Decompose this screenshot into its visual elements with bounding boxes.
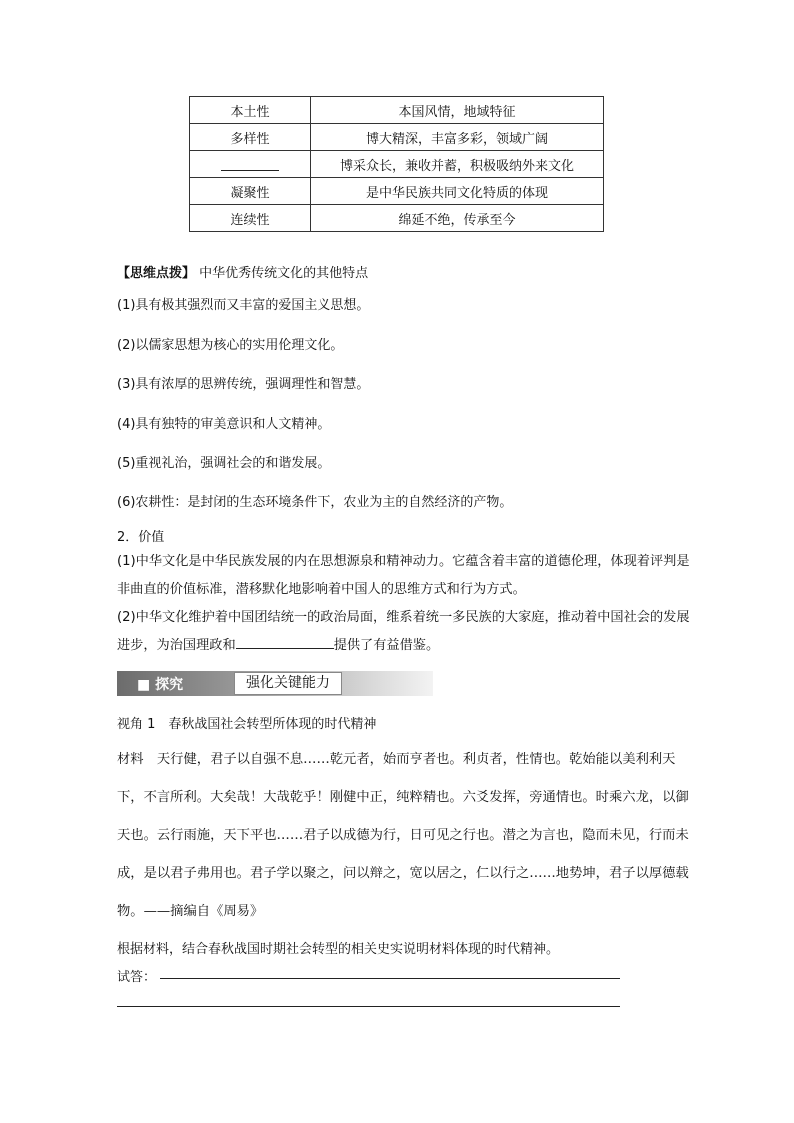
table-row [190, 124, 604, 151]
answer-label: 试答： [117, 970, 157, 985]
table-row [190, 97, 604, 124]
traits-table [189, 96, 604, 232]
trait-cell: 多样性 [190, 124, 311, 151]
trait-cell: 连续性 [190, 205, 311, 232]
tip-item: (3)具有浓厚的思辨传统，强调理性和智慧。 [117, 377, 370, 392]
fill-blank[interactable] [221, 157, 279, 171]
tip-heading [117, 262, 368, 281]
perspective-title: 视角 1 春秋战国社会转型所体现的时代精神 [117, 717, 377, 732]
value-paragraph-2 [117, 604, 690, 660]
desc-cell: 绵延不绝，传承至今 [311, 205, 604, 232]
desc-cell: 是中华民族共同文化特质的体现 [311, 178, 604, 205]
question-text: 根据材料，结合春秋战国时期社会转型的相关史实说明材料体现的时代精神。 [117, 942, 560, 957]
banner-label: ■ 探究 [137, 677, 184, 693]
trait-cell: 凝聚性 [190, 178, 311, 205]
value-p2-end: 提供了有益借鉴。 [333, 638, 440, 653]
section-banner [117, 671, 433, 696]
value-p2-text: (2)中华文化维护着中国团结统一的政治局面，维系着统一多民族的大家庭，推动着中国社会的发展进步，为治国理政和 [117, 610, 690, 653]
tip-title: 中华优秀传统文化的其他特点 [199, 266, 369, 281]
answer-line[interactable] [160, 978, 620, 979]
tip-item: (2)以儒家思想为核心的实用伦理文化。 [117, 338, 344, 353]
tip-item: (1)具有极其强烈而又丰富的爱国主义思想。 [117, 298, 370, 313]
desc-cell: 博大精深，丰富多彩，领域广阔 [311, 124, 604, 151]
table-row [190, 151, 604, 178]
material-text: 材料 天行健，君子以自强不息……乾元者，始而亨者也。利贞者，性情也。乾始能以美利利天下，不言所利。大矣哉！大哉乾乎！刚健中正，纯粹精也。六爻发挥，旁通情也。时乘六龙，以御天也。云行雨施，天下平也……君子以成德为行，日可见之行也。潜之为言也，隐而未见，行而未成，是以君子弗用也。君子学以聚之，问以辩之，宽以居之，仁以行之……地势坤，君子以厚德载物。——摘编自《周易》 [117, 752, 689, 919]
answer-line[interactable] [117, 1006, 620, 1007]
desc-cell: 本国风情，地域特征 [311, 97, 604, 124]
trait-cell-blank[interactable] [190, 151, 311, 178]
banner-subtitle: 强化关键能力 [234, 672, 342, 695]
tip-label: 【思维点拨】 [117, 266, 196, 281]
fill-blank[interactable] [236, 636, 334, 649]
desc-cell: 博采众长，兼收并蓄，积极吸纳外来文化 [311, 151, 604, 178]
table-row [190, 205, 604, 232]
table-row [190, 178, 604, 205]
value-paragraph-1: (1)中华文化是中华民族发展的内在思想源泉和精神动力。它蕴含着丰富的道德伦理，体现着评判是非曲直的价值标准，潜移默化地影响着中国人的思维方式和行为方式。 [117, 554, 690, 597]
tip-item: (4)具有独特的审美意识和人文精神。 [117, 417, 331, 432]
tip-item: (6)农耕性：是封闭的生态环境条件下，农业为主的自然经济的产物。 [117, 495, 513, 510]
section-heading: 2．价值 [117, 530, 165, 545]
tip-item: (5)重视礼治，强调社会的和谐发展。 [117, 456, 331, 471]
trait-cell: 本土性 [190, 97, 311, 124]
